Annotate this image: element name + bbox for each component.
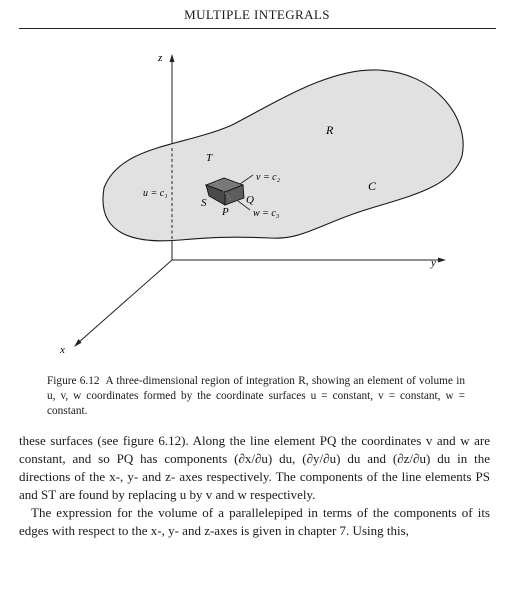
- x-axis-label: x: [60, 344, 65, 356]
- z-axis-label: z: [158, 52, 163, 64]
- body-text: [19, 432, 490, 540]
- boundary-c-label: C: [368, 179, 377, 193]
- v-surface-label: v = c₂: [256, 172, 281, 183]
- label-P: P: [222, 206, 229, 218]
- paragraph-1: these surfaces (see figure 6.12). Along the line element PQ the coordinates v and w are constant, and so PQ has components (∂x/∂u) du, (∂y/∂u) du and (∂z/∂u) du in the directions of the x-, y- and z- axes respectively. The components of the line elements PS and ST are found by replacing u by v and w respectively.: [19, 433, 490, 502]
- x-axis: [78, 260, 172, 343]
- y-axis-label: y: [431, 257, 436, 269]
- label-T: T: [206, 152, 213, 164]
- x-axis-arrowhead: [74, 339, 82, 347]
- u-surface-label: u = c₁: [143, 188, 168, 199]
- figure-caption: [47, 374, 465, 419]
- figure-6-12: [0, 30, 514, 370]
- header-rule: [19, 28, 496, 29]
- caption-text: A three-dimensional region of integration R, showing an element of volume in u, v, w coordinates formed by the coordinate surfaces u = constant, v = constant, w = constant.: [47, 375, 465, 417]
- label-S: S: [201, 197, 207, 209]
- label-Q: Q: [246, 194, 254, 206]
- w-surface-label: w = c₃: [253, 208, 280, 219]
- region-r: [103, 70, 463, 241]
- running-head: MULTIPLE INTEGRALS: [184, 7, 330, 22]
- caption-label: Figure 6.12: [47, 375, 100, 387]
- region-r-label: R: [326, 123, 334, 137]
- y-axis-arrowhead: [438, 258, 446, 263]
- z-axis-arrowhead: [170, 54, 175, 62]
- paragraph-2: The expression for the volume of a parallelepiped in terms of the components of its edges with respect to the x-, y- and z-axes is given in chapter 7. Using this,: [19, 505, 490, 538]
